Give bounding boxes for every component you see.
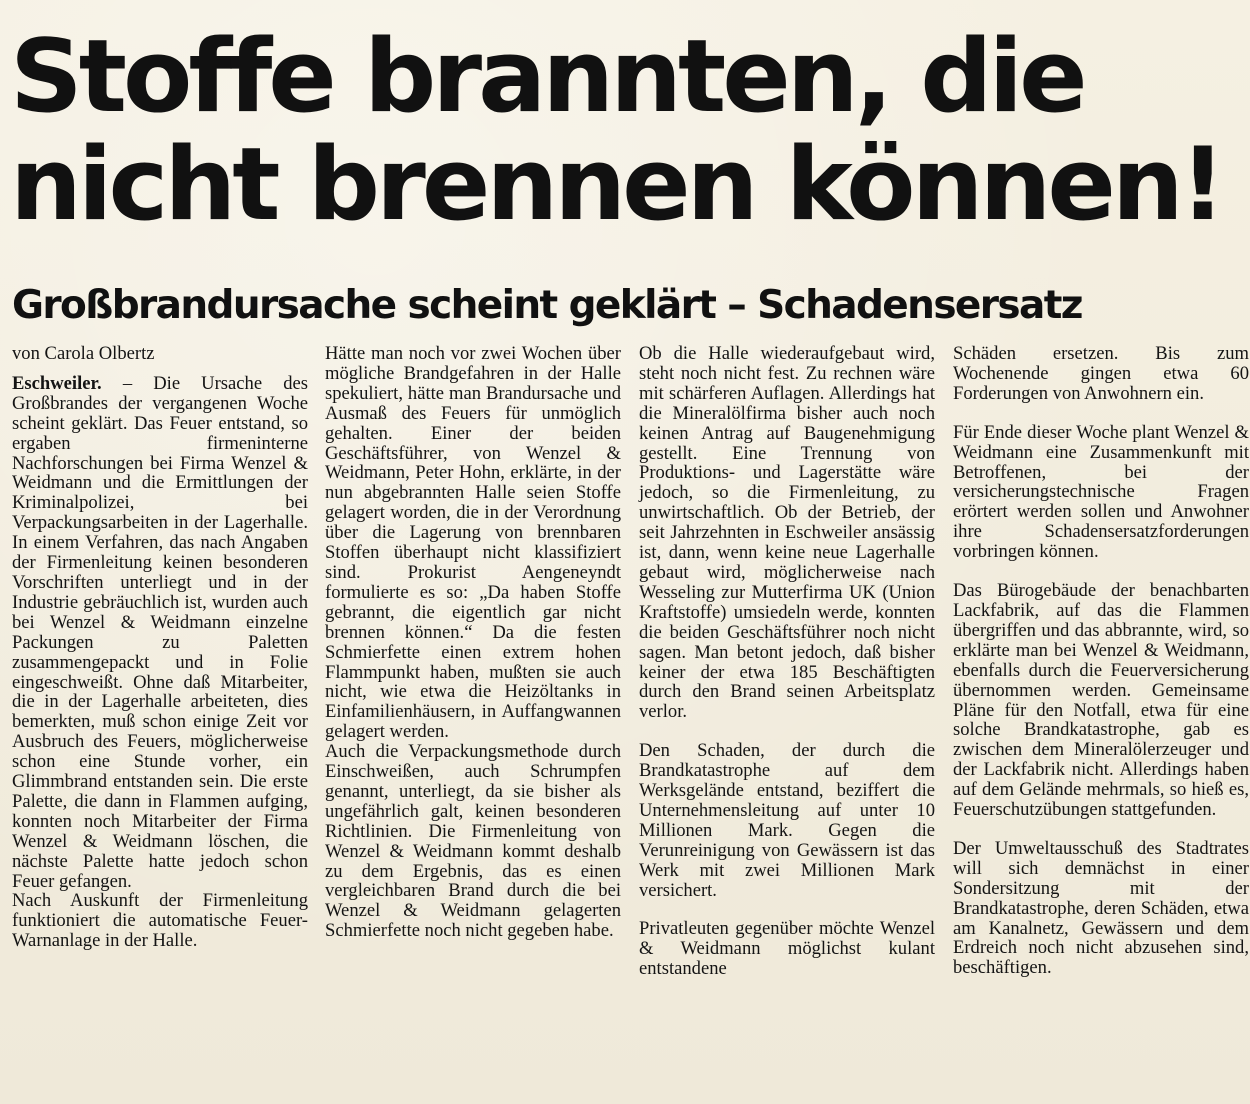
dateline: Eschweiler. — [12, 372, 102, 394]
headline-line-1: Stoffe brannten, die — [10, 17, 1084, 135]
subheadline: Großbrandursache scheint geklärt – Schadensersatz — [12, 283, 1082, 328]
column-3-paragraph-2: Den Schaden, der durch die Brandkatastrophe auf dem Werksgelände entstand, beziffert die Unternehmensleitung auf unter 10 Millionen Mark. Gegen die Verunreinigung von Gewässern ist das Werk mit zwei Millionen Mark versichert. — [639, 740, 935, 901]
column-3-paragraph-1: Ob die Halle wiederaufgebaut wird, steht noch nicht fest. Zu rechnen wäre mit schärferen Auflagen. Allerdings hat die Mineralölfirma bisher auch noch keinen Antrag auf Baugenehmigung gestellt. Eine Trennung von Produktions- und Lagerstätte wäre jedoch, so die Firmenleitung, zu unwirtschaftlich. Ob der Betrieb, der seit Jahrzehnten in Eschweiler ansässig ist, dann, wenn keine neue Lagerhalle gebaut wird, möglicherweise nach Wesseling zur Mutterfirma UK (Union Kraftstoffe) umsiedeln werde, konnten die beiden Geschäftsführer noch nicht sagen. Man betont jedoch, daß bisher keiner der etwa 185 Beschäftigten durch den Brand seinen Arbeitsplatz verlor. — [639, 343, 935, 723]
column-4-paragraph-1: Schäden ersetzen. Bis zum Wochenende gingen etwa 60 Forderungen von Anwohnern ein. — [953, 343, 1249, 404]
article-column-3 — [639, 344, 935, 979]
column-3-paragraph-3: Privatleuten gegenüber möchte Wenzel & Weidmann möglichst kulant entstandene — [639, 918, 935, 980]
column-2-paragraph-1: Hätte man noch vor zwei Wochen über mögliche Brandgefahren in der Halle spekuliert, hätte man Brandursache und Ausmaß des Feuers für unmöglich gehalten. Einer der beiden Geschäftsführer, von Wenzel & Weidmann, Peter Hohn, erklärte, in der nun abgebrannten Halle seien Stoffe gelagert worden, die in der Verordnung über die Lagerung von brennbaren Stoffen überhaupt nicht klassifiziert sind. Prokurist Aengeneyndt formulierte es so: „Da haben Stoffe gebrannt, die eigentlich gar nicht brennen können.“ Da die festen Schmierfette einen extrem hohen Flammpunkt haben, mußten sie auch nicht, wie etwa die Heizöltanks in Einfamilienhäusern, in Auffangwannen gelagert werden. — [325, 343, 621, 743]
article-column-4 — [953, 344, 1249, 978]
column-1-paragraph-1 — [12, 374, 308, 892]
column-4-paragraph-4: Der Umweltausschuß des Stadtrates will sich demnächst in einer Sondersitzung mit der Brandkatastrophe, deren Schäden, etwa am Kanalnetz, Gewässern und dem Erdreich noch nicht abzusehen sind, beschäftigen. — [953, 837, 1249, 979]
headline-line-2: nicht brennen können! — [10, 125, 1222, 243]
column-4-paragraph-3: Das Bürogebäude der benachbarten Lackfabrik, auf das die Flammen übergriffen und das abbrannte, wird, so erklärte man bei Wenzel & Weidmann, ebenfalls durch die Feuerversicherung übernommen werden. Gemeinsame Pläne für den Notfall, etwa für eine solche Brandkatastrophe, gab es zwischen dem Mineralölerzeuger und der Lackfabrik nicht. Allerdings haben auf dem Gelände mehrmals, so hieß es, Feuerschutzübungen stattgefunden. — [953, 580, 1249, 821]
byline: von Carola Olbertz — [12, 343, 155, 364]
article-column-2 — [325, 344, 621, 941]
column-4-paragraph-2: Für Ende dieser Woche plant Wenzel & Weidmann eine Zusammenkunft mit Betroffenen, bei der versicherungstechnische Fragen erörtert werden sollen und Anwohner ihre Schadensersatzforderungen vorbringen können. — [953, 421, 1249, 563]
column-1-paragraph-2: Nach Auskunft der Firmenleitung funktioniert die automatische Feuer-Warnanlage in der Halle. — [12, 890, 308, 952]
column-1-paragraph-1-text: – Die Ursache des Großbrandes der vergangenen Woche scheint geklärt. Das Feuer entstand, so ergaben firmeninterne Nachforschungen bei Firma Wenzel & Weidmann und die Ermittlungen der Kriminalpolizei, bei Verpackungsarbeiten in der Lagerhalle. In einem Verfahren, das nach Angaben der Firmenleitung keinen besonderen Vorschriften unterliegt und in der Industrie gebräuchlich ist, wurden auch bei Wenzel & Weidmann einzelne Packungen zu Paletten zusammengepackt und in Folie eingeschweißt. Ohne daß Mitarbeiter, die in der Lagerhalle arbeiteten, dies bemerkten, muß schon einige Zeit vor Ausbruch des Feuers, möglicherweise schon eine Stunde vorher, ein Glimmbrand entstanden sein. Die erste Palette, die dann in Flammen aufging, konnten noch Mitarbeiter der Firma Wenzel & Weidmann löschen, die nächste Palette hatte jedoch schon Feuer gefangen. — [12, 372, 308, 892]
article-column-1 — [12, 344, 308, 951]
headline — [10, 17, 1245, 243]
column-2-paragraph-2: Auch die Verpackungsmethode durch Einschweißen, auch Schrumpfen genannt, unterliegt, da sie bisher als ungefährlich galt, keinen besonderen Richtlinien. Die Firmenleitung von Wenzel & Weidmann kommt deshalb zu dem Ergebnis, das es einen vergleichbaren Brand durch die bei Wenzel & Weidmann gelagerten Schmierfette noch nicht gegeben habe. — [325, 741, 621, 942]
